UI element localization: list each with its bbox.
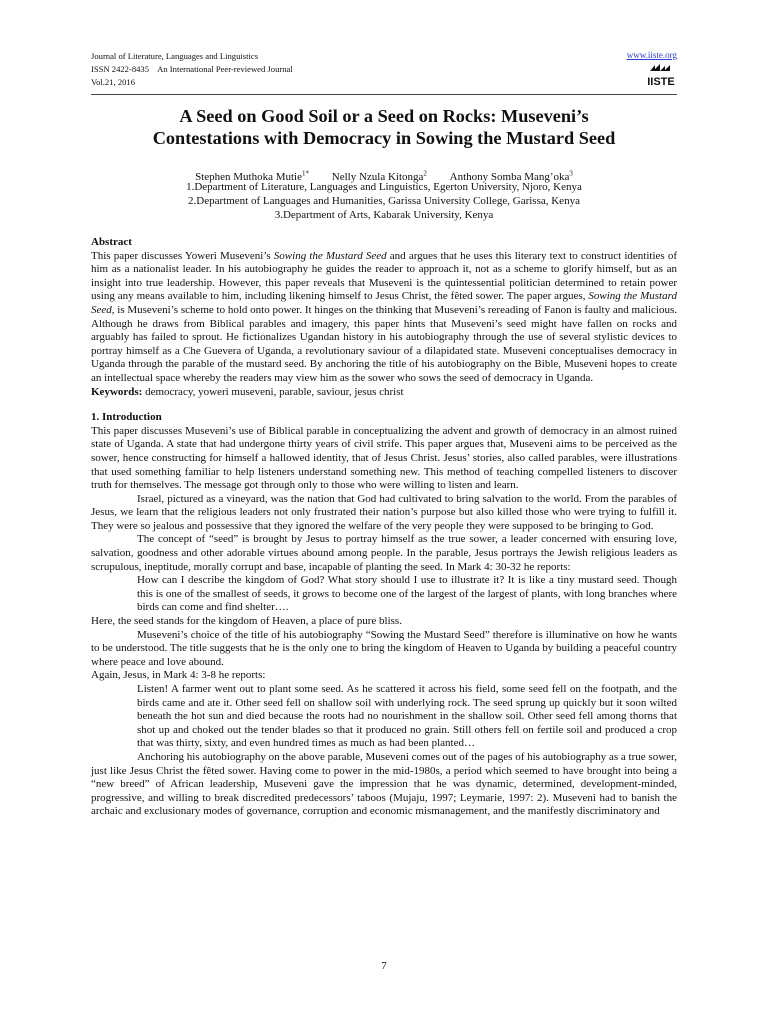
author: Anthony Somba Mang’oka$^3$ (449, 169, 573, 183)
title-line-2: Contestations with Democracy in Sowing the Mustard Seed (152, 128, 616, 148)
block-quote: How can I describe the kingdom of God? What story should I use to illustrate it? It is like a tiny mustard seed. Though this is one of the smallest of seeds, it grows to become one of the largest of the largest of plants, with long branches where birds can come and find shelter…. (137, 574, 677, 614)
journal-name: Journal of Literature, Languages and Linguistics (91, 51, 259, 61)
paper-title (91, 105, 677, 149)
paragraph: Anchoring his autobiography on the above parable, Museveni comes out of the pages of his autobiography as a true sower, just like Jesus Christ the fêted sower. Having come to power in the mid-1980s, a period which seemed to have brought into being a “new breed” of African leadership, Museveni gave the impression that he was dynamic, determined, development-minded, progressive, and willing to break discredited predecessors’ taboos (Mujaju, 1997; Leymarie, 1997: 2). Museveni had to banish the archaic and exclusionary modes of governance, corruption and economic mismanagement, and the manifestly discriminatory and (91, 750, 677, 818)
affiliation: 1.Department of Literature, Languages and Linguistics, Egerton University, Njoro, Kenya (186, 181, 582, 193)
paragraph: The concept of “seed” is brought by Jesus to portray himself as the true sower, a leader concerned with ensuring love, salvation, goodness and other adorable virtues abound among people. In the parable, Jesus portrays the Jewish religious leaders as scrupulous, ineptitude, morally corrupt and base, incapable of planting the seed. In Mark 4: 30-32 he reports: (91, 533, 677, 573)
paragraph: Here, the seed stands for the kingdom of Heaven, a place of pure bliss. (91, 615, 402, 628)
journal-url-link[interactable]: www.iiste.org (626, 50, 677, 60)
paper-body (91, 236, 677, 819)
logo-text: IISTE (647, 76, 675, 88)
paragraph: Israel, pictured as a vineyard, was the nation that God had cultivated to bring salvation to the world. From the parables of Jesus, we learn that the religious leaders not only frustrated their nation’s purpose but also killed those who were trying to fulfill it. They were so jealous and possessive that they ignored the welfare of the very people they were supposed to be bringing to God. (91, 492, 677, 532)
author: Stephen Muthoka Mutie$^{1*}$ (195, 169, 309, 183)
author: Nelly Nzula Kitonga$^2$ (331, 169, 427, 183)
block-quote: Listen! A farmer went out to plant some seed. As he scattered it across his field, some seed fell on the footpath, and the birds came and ate it. Other seed fell on shallow soil with underlying rock. The seed sprung up quickly but it soon wilted beneath the hot sun and died because the roots had no nourishment in the shallow soil. Other seed fell among thorns that shot up and choked out the tender blades so that it produced no grain. Still others fell on fertile soil and produced a crop that was thirty, sixty, and even hundred times as much as had been planted… (137, 683, 677, 750)
paragraph: This paper discusses Museveni’s use of Biblical parable in conceptualizing the advent and growth of democracy in an almost ruined state of Uganda. A state that had undergone thirty years of civil strife. This paper argues that, Museveni aims to be perceived as the sower, hence constructing for himself a hallowed identity, that of Jesus Christ. Jesus’ stories, also called parables, were illustrations that used something familiar to help listeners understand something new. This method of teaching compelled listeners to discover truth for themselves. The message got through only to those who were willing to listen and learn. (91, 424, 677, 492)
header-divider (91, 94, 677, 95)
paragraph: Museveni’s choice of the title of his autobiography “Sowing the Mustard Seed” therefore is illuminative on how he wants to be understood. The title suggests that he is the only one to bring the kingdom of Heaven to Uganda by building a peaceful country where peace and love abound. (91, 628, 677, 668)
abstract-text: This paper discusses Yoweri Museveni’s Sowing the Mustard Seed and argues that he uses this literary text to construct identities of him as a nationalist leader. In his autobiography he guides the reader to approach it, not as a scheme to glorify himself, but as an insight into true leadership. However, this paper reveals that Museveni is the quintessential politician determined to retain power using any means available to him, including likening himself to Jesus Christ, the fêted sower. The paper argues, Sowing the Mustard Seed, is Museveni’s scheme to hold onto power. It hinges on the thinking that Museveni’s rereading of Fanon is faulty and malicious. Although he draws from Biblical parables and imagery, this paper hints that Museveni’s seed might have fallen on rocks and arguably has failed to sprout. He fictionalizes Ugandan history in his autobiography through the use of several stylistic devices to portray himself as a Che Guevera of Uganda, a revolutionary saviour of a dilapidated state. Museveni conceptualises democracy in Uganda through the parable of the mustard seed. By anchoring the title of his autobiography on the Bible, Museveni hopes to create an intellectual space whereby the readers may view him as the sower who sows the seed of democracy in Uganda. (91, 249, 677, 384)
paragraph: Again, Jesus, in Mark 4: 3-8 he reports: (91, 669, 266, 682)
abstract-heading: Abstract (91, 236, 132, 248)
volume-line: Vol.21, 2016 (91, 77, 136, 87)
affiliations (91, 180, 677, 222)
title-line-1: A Seed on Good Soil or a Seed on Rocks: Museveni’s (179, 106, 589, 126)
section-heading-introduction: 1. Introduction (91, 411, 162, 424)
journal-header (91, 50, 293, 89)
keywords: Keywords: democracy, yoweri museveni, parable, saviour, jesus christ (91, 385, 404, 398)
iiste-logo (646, 62, 676, 88)
page-number: 7 (381, 960, 387, 972)
affiliation: 2.Department of Languages and Humanities, Garissa University College, Garissa, Kenya (188, 195, 580, 207)
affiliation: 3.Department of Arts, Kabarak University, Kenya (274, 209, 494, 221)
issn-line: ISSN 2422-8435 An International Peer-reviewed Journal (91, 64, 293, 74)
